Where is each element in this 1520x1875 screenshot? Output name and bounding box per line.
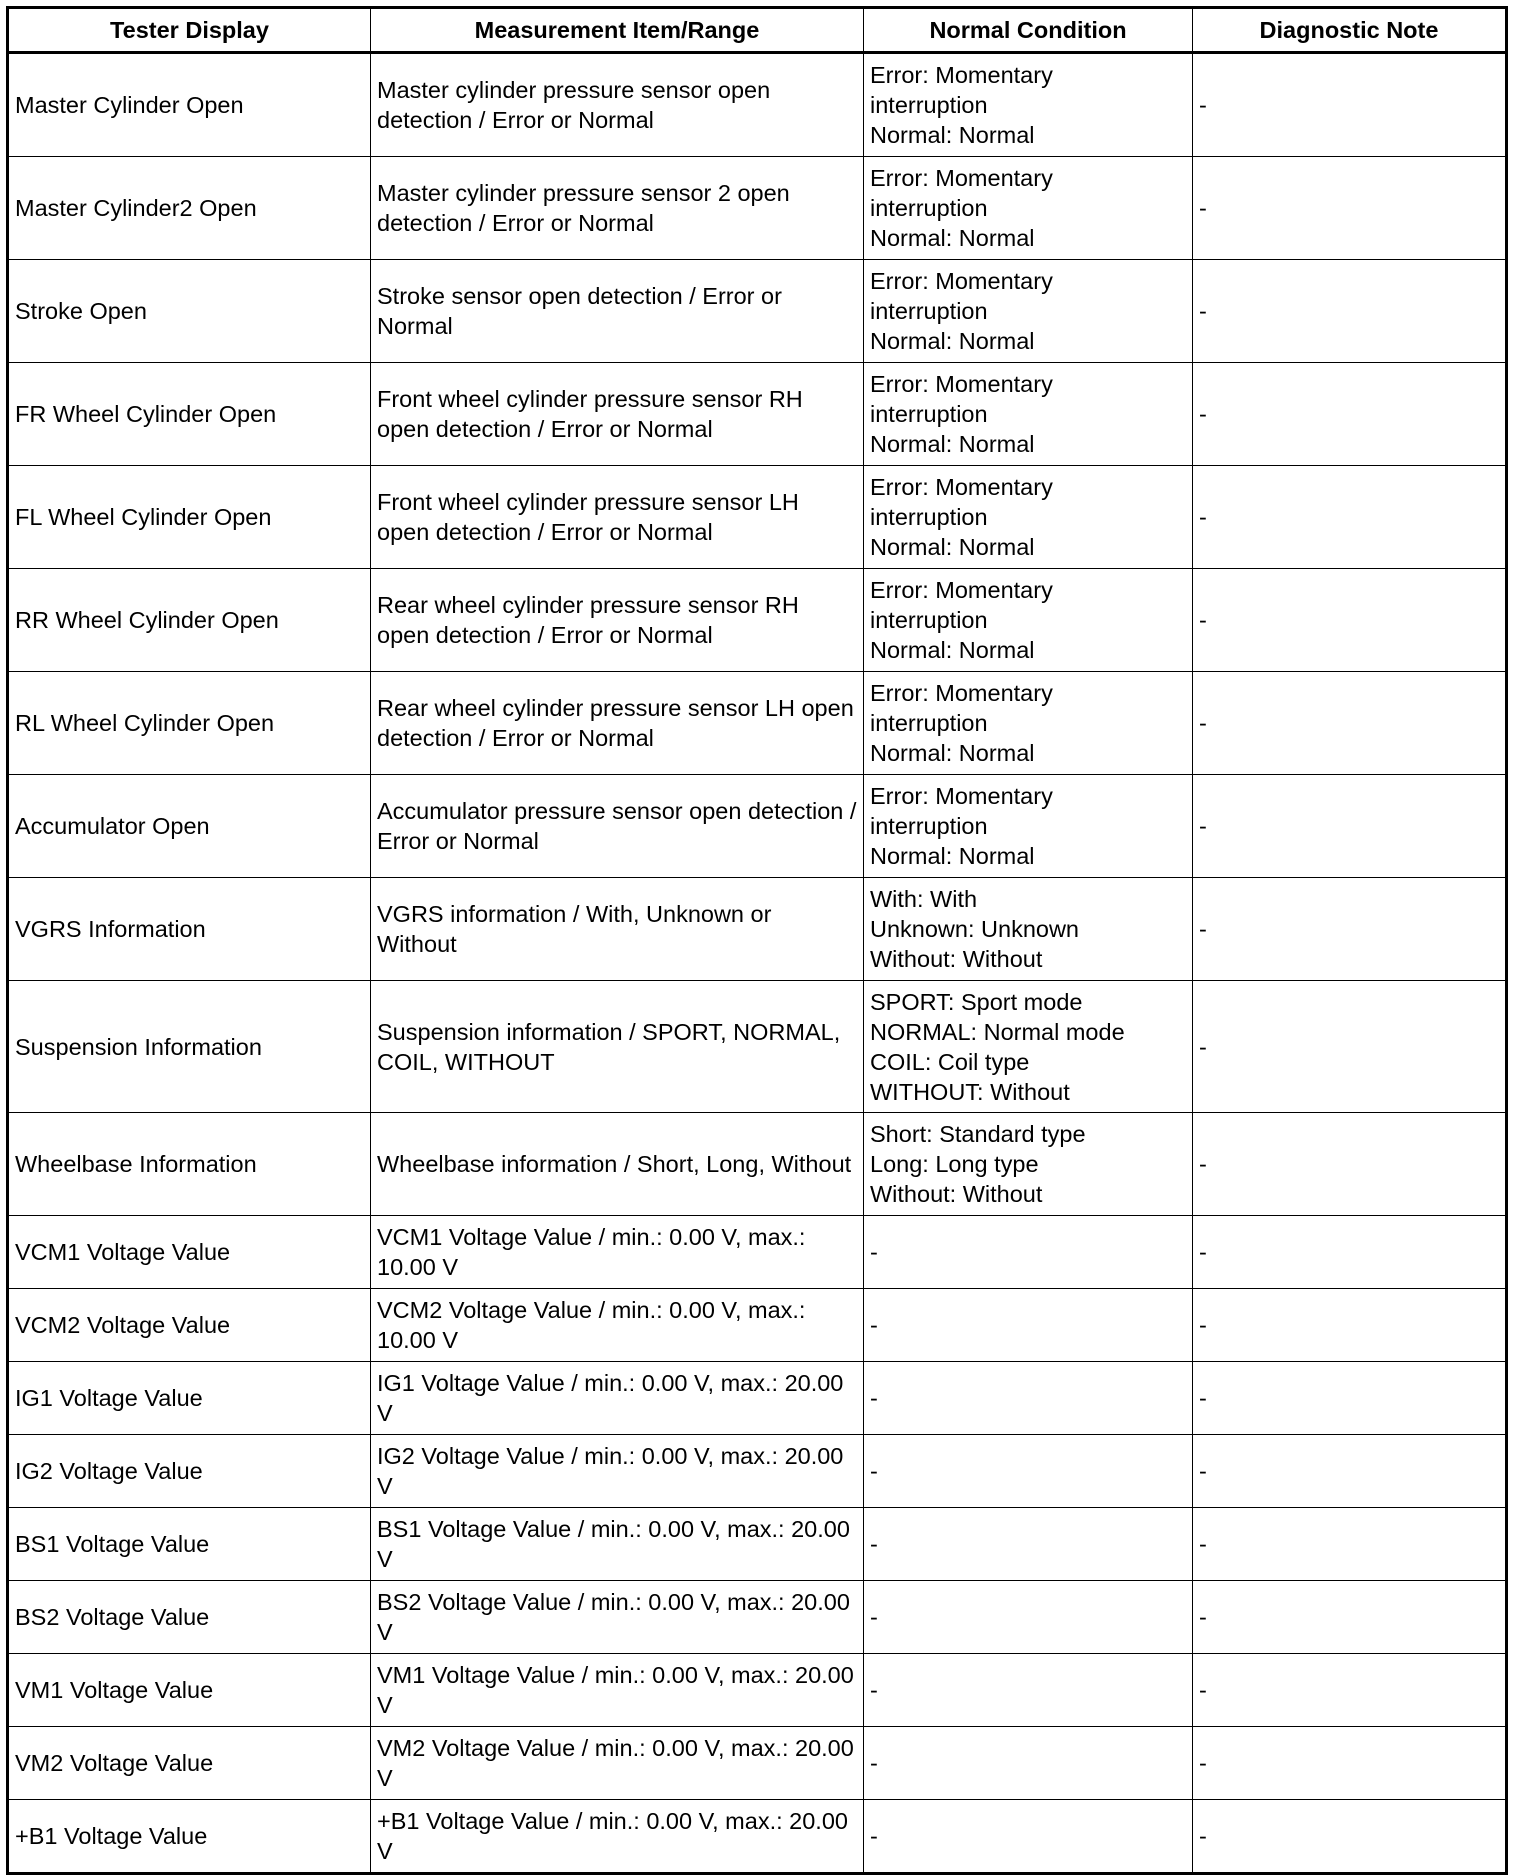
normal-condition-line: - xyxy=(870,1312,878,1338)
cell-tester-display: Suspension Information xyxy=(8,981,371,1113)
table-row xyxy=(8,1362,1507,1435)
normal-condition-line: Error: Momentary xyxy=(870,577,1053,603)
cell-normal-condition xyxy=(864,878,1193,981)
normal-condition-line: interruption xyxy=(870,504,988,530)
cell-diagnostic-note: - xyxy=(1193,1581,1507,1654)
cell-normal-condition xyxy=(864,53,1193,157)
cell-normal-condition xyxy=(864,775,1193,878)
cell-diagnostic-note: - xyxy=(1193,157,1507,260)
cell-measurement-item: Rear wheel cylinder pressure sensor RH open detection / Error or Normal xyxy=(371,569,864,672)
normal-condition-line: interruption xyxy=(870,195,988,221)
normal-condition-line: - xyxy=(870,1823,878,1849)
table-row xyxy=(8,878,1507,981)
normal-condition-line: Long: Long type xyxy=(870,1151,1039,1177)
cell-measurement-item: VCM1 Voltage Value / min.: 0.00 V, max.: 10.00 V xyxy=(371,1216,864,1289)
normal-condition-line: Normal: Normal xyxy=(870,637,1035,663)
normal-condition-line: Normal: Normal xyxy=(870,225,1035,251)
normal-condition-line: interruption xyxy=(870,710,988,736)
cell-tester-display: IG2 Voltage Value xyxy=(8,1435,371,1508)
cell-normal-condition xyxy=(864,1727,1193,1800)
normal-condition-line: - xyxy=(870,1458,878,1484)
cell-tester-display: FR Wheel Cylinder Open xyxy=(8,363,371,466)
cell-tester-display: RR Wheel Cylinder Open xyxy=(8,569,371,672)
cell-diagnostic-note: - xyxy=(1193,878,1507,981)
cell-diagnostic-note: - xyxy=(1193,1216,1507,1289)
cell-normal-condition xyxy=(864,1654,1193,1727)
cell-measurement-item: VGRS information / With, Unknown or Without xyxy=(371,878,864,981)
cell-measurement-item: IG1 Voltage Value / min.: 0.00 V, max.: 20.00 V xyxy=(371,1362,864,1435)
normal-condition-line: SPORT: Sport mode xyxy=(870,988,1083,1015)
normal-condition-line: Error: Momentary xyxy=(870,62,1053,88)
table-row xyxy=(8,260,1507,363)
cell-tester-display: IG1 Voltage Value xyxy=(8,1362,371,1435)
normal-condition-line: - xyxy=(870,1239,878,1265)
cell-tester-display: Accumulator Open xyxy=(8,775,371,878)
cell-normal-condition xyxy=(864,1581,1193,1654)
normal-condition-line: interruption xyxy=(870,92,988,118)
cell-normal-condition xyxy=(864,1508,1193,1581)
normal-condition-line: interruption xyxy=(870,401,988,427)
normal-condition-line: Error: Momentary xyxy=(870,680,1053,706)
cell-tester-display: VGRS Information xyxy=(8,878,371,981)
cell-normal-condition xyxy=(864,363,1193,466)
table-row xyxy=(8,1289,1507,1362)
cell-measurement-item: Master cylinder pressure sensor 2 open detection / Error or Normal xyxy=(371,157,864,260)
normal-condition-line: Error: Momentary xyxy=(870,474,1053,500)
cell-tester-display: BS2 Voltage Value xyxy=(8,1581,371,1654)
table-row xyxy=(8,363,1507,466)
cell-normal-condition xyxy=(864,1800,1193,1874)
cell-tester-display: BS1 Voltage Value xyxy=(8,1508,371,1581)
cell-diagnostic-note: - xyxy=(1193,1435,1507,1508)
cell-normal-condition xyxy=(864,981,1193,1113)
normal-condition-line: Error: Momentary xyxy=(870,371,1053,397)
cell-diagnostic-note: - xyxy=(1193,1800,1507,1874)
cell-measurement-item: Accumulator pressure sensor open detection / Error or Normal xyxy=(371,775,864,878)
cell-measurement-item: BS1 Voltage Value / min.: 0.00 V, max.: 20.00 V xyxy=(371,1508,864,1581)
normal-condition-line: COIL: Coil type xyxy=(870,1048,1030,1075)
cell-measurement-item: Front wheel cylinder pressure sensor RH open detection / Error or Normal xyxy=(371,363,864,466)
header-tester-display: Tester Display xyxy=(8,8,371,53)
cell-normal-condition xyxy=(864,1113,1193,1216)
normal-condition-line: Normal: Normal xyxy=(870,122,1035,148)
cell-tester-display: Master Cylinder2 Open xyxy=(8,157,371,260)
cell-measurement-item: Wheelbase information / Short, Long, Without xyxy=(371,1113,864,1216)
cell-measurement-item: VCM2 Voltage Value / min.: 0.00 V, max.: 10.00 V xyxy=(371,1289,864,1362)
normal-condition-line: Normal: Normal xyxy=(870,740,1035,766)
normal-condition-line: interruption xyxy=(870,607,988,633)
table-row xyxy=(8,672,1507,775)
cell-tester-display: VM1 Voltage Value xyxy=(8,1654,371,1727)
cell-diagnostic-note: - xyxy=(1193,672,1507,775)
tester-data-table xyxy=(6,6,1508,1875)
cell-diagnostic-note: - xyxy=(1193,260,1507,363)
normal-condition-line: Error: Momentary xyxy=(870,783,1053,809)
cell-normal-condition xyxy=(864,1362,1193,1435)
table-row xyxy=(8,981,1507,1113)
cell-normal-condition xyxy=(864,466,1193,569)
normal-condition-line: - xyxy=(870,1750,878,1776)
cell-tester-display: Wheelbase Information xyxy=(8,1113,371,1216)
cell-measurement-item: IG2 Voltage Value / min.: 0.00 V, max.: 20.00 V xyxy=(371,1435,864,1508)
cell-measurement-item: VM2 Voltage Value / min.: 0.00 V, max.: 20.00 V xyxy=(371,1727,864,1800)
cell-measurement-item: Front wheel cylinder pressure sensor LH open detection / Error or Normal xyxy=(371,466,864,569)
cell-diagnostic-note: - xyxy=(1193,1727,1507,1800)
cell-normal-condition xyxy=(864,1289,1193,1362)
table-row xyxy=(8,466,1507,569)
cell-diagnostic-note: - xyxy=(1193,1654,1507,1727)
table-body xyxy=(8,53,1507,1874)
normal-condition-line: - xyxy=(870,1385,878,1411)
cell-diagnostic-note: - xyxy=(1193,1113,1507,1216)
table-row xyxy=(8,1800,1507,1874)
normal-condition-line: Error: Momentary xyxy=(870,165,1053,191)
cell-tester-display: FL Wheel Cylinder Open xyxy=(8,466,371,569)
table-row xyxy=(8,569,1507,672)
cell-tester-display: VM2 Voltage Value xyxy=(8,1727,371,1800)
table-row xyxy=(8,157,1507,260)
cell-measurement-item: Rear wheel cylinder pressure sensor LH open detection / Error or Normal xyxy=(371,672,864,775)
table-row xyxy=(8,775,1507,878)
table-row xyxy=(8,1654,1507,1727)
normal-condition-line: NORMAL: Normal mode xyxy=(870,1018,1125,1045)
normal-condition-line: Without: Without xyxy=(870,1181,1043,1207)
table-row xyxy=(8,1216,1507,1289)
cell-diagnostic-note: - xyxy=(1193,775,1507,878)
cell-diagnostic-note: - xyxy=(1193,466,1507,569)
cell-measurement-item: +B1 Voltage Value / min.: 0.00 V, max.: 20.00 V xyxy=(371,1800,864,1874)
cell-normal-condition xyxy=(864,157,1193,260)
cell-measurement-item: Suspension information / SPORT, NORMAL, COIL, WITHOUT xyxy=(371,981,864,1113)
table-row xyxy=(8,1727,1507,1800)
normal-condition-line: - xyxy=(870,1604,878,1630)
normal-condition-line: Unknown: Unknown xyxy=(870,916,1079,942)
header-row xyxy=(8,8,1507,53)
table-row xyxy=(8,53,1507,157)
cell-tester-display: Master Cylinder Open xyxy=(8,53,371,157)
cell-normal-condition xyxy=(864,260,1193,363)
table-row xyxy=(8,1581,1507,1654)
cell-diagnostic-note: - xyxy=(1193,1508,1507,1581)
header-diagnostic-note: Diagnostic Note xyxy=(1193,8,1507,53)
normal-condition-line: Normal: Normal xyxy=(870,431,1035,457)
cell-diagnostic-note: - xyxy=(1193,1362,1507,1435)
cell-normal-condition xyxy=(864,1216,1193,1289)
cell-normal-condition xyxy=(864,1435,1193,1508)
cell-normal-condition xyxy=(864,672,1193,775)
cell-measurement-item: Master cylinder pressure sensor open detection / Error or Normal xyxy=(371,53,864,157)
table-row xyxy=(8,1508,1507,1581)
cell-tester-display: Stroke Open xyxy=(8,260,371,363)
normal-condition-line: Without: Without xyxy=(870,946,1043,972)
normal-condition-line: interruption xyxy=(870,813,988,839)
header-normal-condition: Normal Condition xyxy=(864,8,1193,53)
normal-condition-line: Short: Standard type xyxy=(870,1121,1086,1147)
cell-tester-display: RL Wheel Cylinder Open xyxy=(8,672,371,775)
table-row xyxy=(8,1435,1507,1508)
cell-diagnostic-note: - xyxy=(1193,981,1507,1113)
normal-condition-line: - xyxy=(870,1677,878,1703)
cell-diagnostic-note: - xyxy=(1193,363,1507,466)
table-row xyxy=(8,1113,1507,1216)
cell-tester-display: VCM2 Voltage Value xyxy=(8,1289,371,1362)
normal-condition-line: Normal: Normal xyxy=(870,328,1035,354)
cell-normal-condition xyxy=(864,569,1193,672)
cell-diagnostic-note: - xyxy=(1193,53,1507,157)
cell-measurement-item: BS2 Voltage Value / min.: 0.00 V, max.: 20.00 V xyxy=(371,1581,864,1654)
cell-diagnostic-note: - xyxy=(1193,1289,1507,1362)
cell-tester-display: +B1 Voltage Value xyxy=(8,1800,371,1874)
normal-condition-line: Normal: Normal xyxy=(870,843,1035,869)
cell-tester-display: VCM1 Voltage Value xyxy=(8,1216,371,1289)
normal-condition-line: WITHOUT: Without xyxy=(870,1078,1070,1105)
normal-condition-line: With: With xyxy=(870,886,978,912)
normal-condition-line: - xyxy=(870,1531,878,1557)
header-measurement-item: Measurement Item/Range xyxy=(371,8,864,53)
cell-measurement-item: VM1 Voltage Value / min.: 0.00 V, max.: 20.00 V xyxy=(371,1654,864,1727)
normal-condition-line: Normal: Normal xyxy=(870,534,1035,560)
normal-condition-line: interruption xyxy=(870,298,988,324)
cell-measurement-item: Stroke sensor open detection / Error or Normal xyxy=(371,260,864,363)
cell-diagnostic-note: - xyxy=(1193,569,1507,672)
normal-condition-line: Error: Momentary xyxy=(870,268,1053,294)
